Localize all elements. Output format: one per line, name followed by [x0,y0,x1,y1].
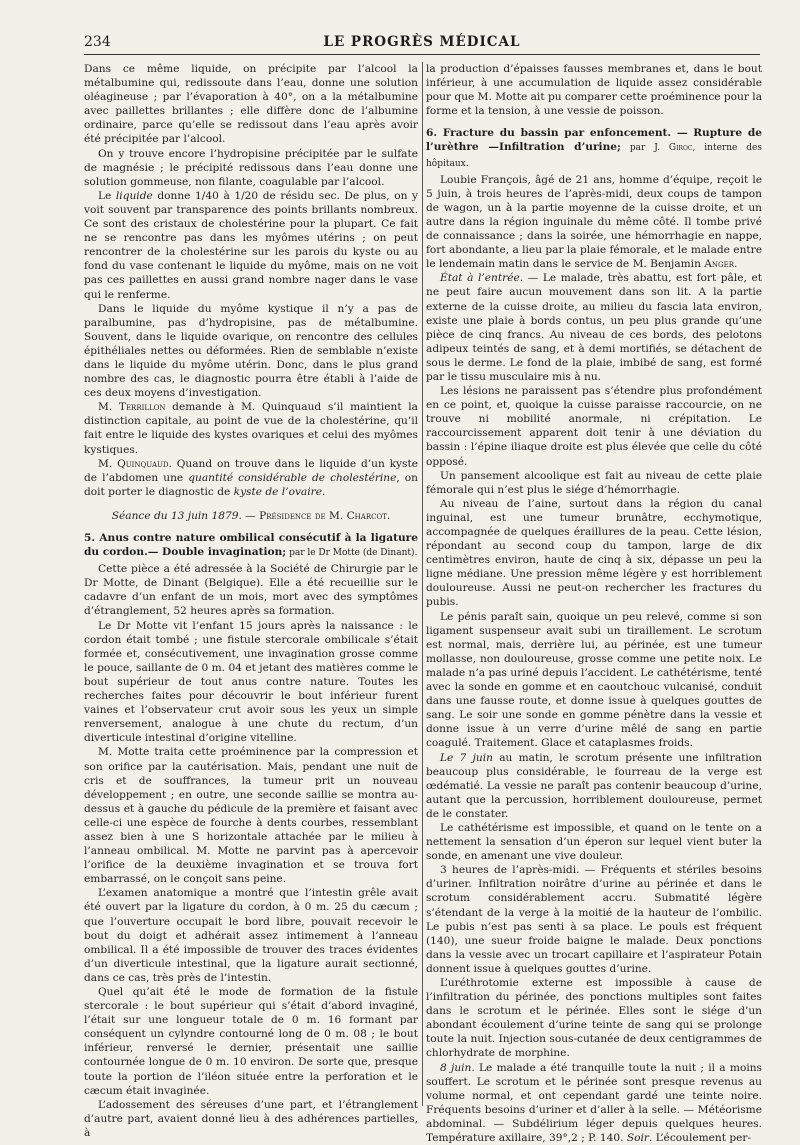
column-divider [422,62,423,1106]
paragraph: État à l’entrée. — Le malade, très abattu, est fort pâle, et ne peut faire aucun mouvement dans son lit. A la partie externe de la cuisse droite, au milieu du fascia lata environ, existe une plaie à bords contus, un peu plus grande qu’une pièce de cinq francs. Au niveau de ces bords, des pelotons adipeux teintés de sang, et à demi mortifiés, se détachent de sous le derme. Le fond de la plaie, imbibé de sang, est formé par le tissu musculaire mis à nu. [426,272,762,383]
paragraph: Un pansement alcoolique est fait au niveau de cette plaie fémorale qui n’est plus le siége d’hémorrhagie. [426,469,762,496]
left-column [84,62,419,1139]
paragraph: Le 7 juin au matin, le scrotum présente une infiltration beaucoup plus considérable, le fourreau de la verge est œdématié. La vessie ne paraît pas contenir beaucoup d’urine, autant que la percussion, horriblement douloureuse, permet de le constater. [426,751,762,820]
paragraph: 8 juin. Le malade a été tranquille toute la nuit ; il a moins souffert. Le scrotum et le périnée sont presque revenus au volume normal, et ont cependant gardé une teinte noire. Fréquents besoins d’uriner et d’aller à la selle. — Météorisme abdominal. — Subdélirium léger depuis quelques heures. Température axillaire, 39°,2 ; P. 140. Soir. L’écoulement per- [426,1061,762,1145]
section-heading: 6. Fracture du bassin par enfoncement. — Rupture de l’urèthre —Infiltration d’urine; par J. Giroc, interne des hôpitaux. [426,127,762,169]
right-column [426,62,763,1145]
session-heading: Séance du 13 juin 1879. — Présidence de M. Charcot. [111,509,391,522]
paragraph: Le pénis paraît sain, quoique un peu relevé, comme si son ligament suspenseur avait subi un tiraillement. Le scrotum est normal, mais, derrière lui, au périnée, est une tumeur mollasse, non douloureuse, grosse comme une petite noix. Le malade n’a pas uriné depuis l’accident. Le cathétérisme, tenté avec la sonde en gomme et en caoutchouc vulcanisé, conduit dans une fausse route, et donne issue à quelques gouttes de sang. Le soir une sonde en gomme pénètre dans la vessie et donne issue à un verre d’urine mêlé de sang en partie coagulé. Traitement. Glace et cataplasmes froids. [426,610,762,750]
page-number: 234 [84,34,111,50]
paragraph: Quel qu’ait été le mode de formation de la fistule stercorale : le bout supérieur qui s’était d’abord invaginé, l’était sur une longueur totale de 0 m. 16 formant par conséquent un cylyndre contourné long de 0 m. 08 ; le bout inférieur, renversé le dernier, présentait une saillie contournée longue de 0 m. 10 environ. De sorte que, presque toute la portion de l’iléon située entre la perforation et le cæcum était invaginée. [84,986,418,1097]
paragraph: 3 heures de l’après-midi. — Fréquents et stériles besoins d’uriner. Infiltration noirâtre d’urine au périnée et dans le scrotum considérablement accru. Submatité légère s’étendant de la verge à la moitié de la hauteur de l’ombilic. Le pubis n’est pas senti à sa place. Le pouls est fréquent (140), une sueur froide baigne le malade. Deux ponctions dans la vessie avec un trocart capillaire et l’aspirateur Potain donnent issue à quelques gouttes d’urine. [426,864,762,975]
paragraph: Dans ce même liquide, on précipite par l’alcool la métalbumine qui, redissoute dans l’eau, donne une solution oléagineuse ; par l’évaporation à 40°, on a la métalbumine avec paillettes brillantes ; elle diffère donc de l’albumine ordinaire, parce qu’elle se redissout dans l’eau après avoir été précipitée par l’alcool. [84,63,418,146]
paragraph: L’uréthrotomie externe est impossible à cause de l’infiltration du périnée, des ponctions multiples sont faites dans le scrotum et le périnée. Elles sont le siége d’un abondant écoulement d’urine teinte de sang qui se prolonge toute la nuit. Injection sous-cutanée de deux centigrammes de chlorhydrate de morphine. [426,977,762,1060]
paragraph: Cette pièce a été adressée à la Société de Chirurgie par le Dr Motte, de Dinant (Belgique). Elle a été recueillie sur le cadavre d’un enfant de un mois, mort avec des symptômes d’étranglement, 52 heures après sa formation. [84,563,418,618]
paragraph: Le cathétérisme est impossible, et quand on le tente on a nettement la sensation d’un éperon sur lequel vient buter la sonde, en amenant une vive douleur. [426,821,762,863]
page-header [84,34,760,55]
paragraph: Au niveau de l’aine, surtout dans la région du canal inguinal, est une tumeur brunâtre, ecchymotique, accompagnée de quelques éraillures de la peau. Cette lésion, répondant au second coup du tampon, large de dix centimètres environ, haute de cinq à six, dépasse un peu la ligne médiane. Une pression même légère y est horriblement douloureuse. Aussi ne peut-on rechercher les fractures du pubis. [426,497,762,609]
running-title: LE PROGRÈS MÉDICAL [323,34,521,50]
paragraph: L’examen anatomique a montré que l’intestin grêle avait été ouvert par la ligature du cordon, à 0 m. 25 du cæcum ; que l’ouverture occupait le bord libre, pouvait recevoir le bout du doigt et adhérait assez intimement à l’anneau ombilical. Il a été impossible de trouver des traces évidentes d’un diverticule intestinal, que la ligature aurait sectionné, dans ce cas, très près de l’intestin. [84,887,418,984]
paragraph: la production d’épaisses fausses membranes et, dans le bout inférieur, à une accumulation de liquide assez considérable pour que M. Motte ait pu comparer cette proéminence pour la forme et la tension, à une vessie de poisson. [426,63,763,118]
paragraph: M. Quinquaud. Quand on trouve dans le liquide d’un kyste de l’abdomen une quantité considérable de cholestérine, on doit porter le diagnostic de kyste de l’ovaire. [84,457,419,498]
paragraph: Le liquide donne 1/40 à 1/20 de résidu sec. De plus, on y voit souvent par transparence des points brillants nombreux. Ce sont des cristaux de cholestérine pour la plupart. Ce fait ne se rencontre pas dans les myômes utérins ; on peut rencontrer de la cholestérine sur les parois du kyste ou au fond du vase contenant le liquide du myôme, mais on ne voit pas ces paillettes en aussi grand nombre nager dans le vase qui le renferme. [84,189,419,301]
section-heading: 5. Anus contre nature ombilical consécutif à la ligature du cordon.— Double invagination; par le Dr Motte (de Dinant). [84,532,419,559]
paragraph: Loubie François, âgé de 21 ans, homme d’équipe, reçoit le 5 juin, à trois heures de l’après-midi, deux coups de tampon de wagon, un à la partie moyenne de la cuisse droite, et un autre dans la région inguinale du même côté. Il tombe privé de connaissance ; dans la soirée, une hémorrhagie en nappe, fort abondante, a lieu par la plaie fémorale, et le malade entre le lendemain matin dans le service de M. Benjamin Anger. [426,173,762,271]
paragraph: Les lésions ne paraissent pas s’étendre plus profondément en ce point, et, quoique la cuisse paraisse raccourcie, on ne trouve ni mobilité anormale, ni crépitation. Le raccourcissement apparent doit tenir à une déviation du bassin : l’épine iliaque droite est plus élevée que celle du côté opposé. [426,385,762,468]
paragraph: Dans le liquide du myôme kystique il n’y a pas de paralbumine, pas d’hydropisine, pas de métalbumine. Souvent, dans le liquide ovarique, on rencontre des cellules épithéliales nettes ou déformées. Rien de semblable n’existe dans le liquide du myôme utérin. Donc, dans le plus grand nombre des cas, le diagnostic pourra être établi à l’aide de ces deux moyens d’investigation. [84,302,418,400]
paragraph: L’adossement des séreuses d’une part, et l’étranglement d’autre part, avaient donné lieu à des adhérences partielles, à [84,1098,418,1139]
paragraph: Le Dr Motte vit l’enfant 15 jours après la naissance : le cordon était tombé ; une fistule stercorale ombilicale s’était formée et, consécutivement, une invagination grosse comme le pouce, saillante de 0 m. 04 et jetant des matières comme le bout supérieur de tout anus contre nature. Toutes les recherches faites pour découvrir le bout inférieur furent vaines et l’observateur crut avoir sous les yeux un simple renversement, analogue à une chute du rectum, d’un diverticule intestinal d’origine vitelline. [84,619,418,745]
paragraph: On y trouve encore l’hydropisine précipitée par le sulfate de magnésie ; le précipité redissous dans l’eau donne une solution gommeuse, non filante, coagulable par l’alcool. [84,147,418,188]
paragraph: M. Motte traita cette proéminence par la compression et son orifice par la cautérisation. Mais, pendant une nuit de cris et de souffrances, la tumeur prit un nouveau développement ; en outre, une seconde saillie se montra au-dessus et à gauche du pédicule de la première et faisant avec celle-ci une espèce de fourche à dents courbes, ressemblant assez bien à une S horizontale attachée par le milieu à l’anneau ombilical. M. Motte ne parvint pas à apercevoir l’orifice de la deuxième invagination et se trouva fort embarrassé, on le conçoit sans peine. [84,746,418,886]
paragraph: M. Terrillon demande à M. Quinquaud s’il maintient la distinction capitale, au point de vue de la cholestérine, qu’il fait entre le liquide des kystes ovariques et celui des myômes kystiques. [84,401,418,456]
